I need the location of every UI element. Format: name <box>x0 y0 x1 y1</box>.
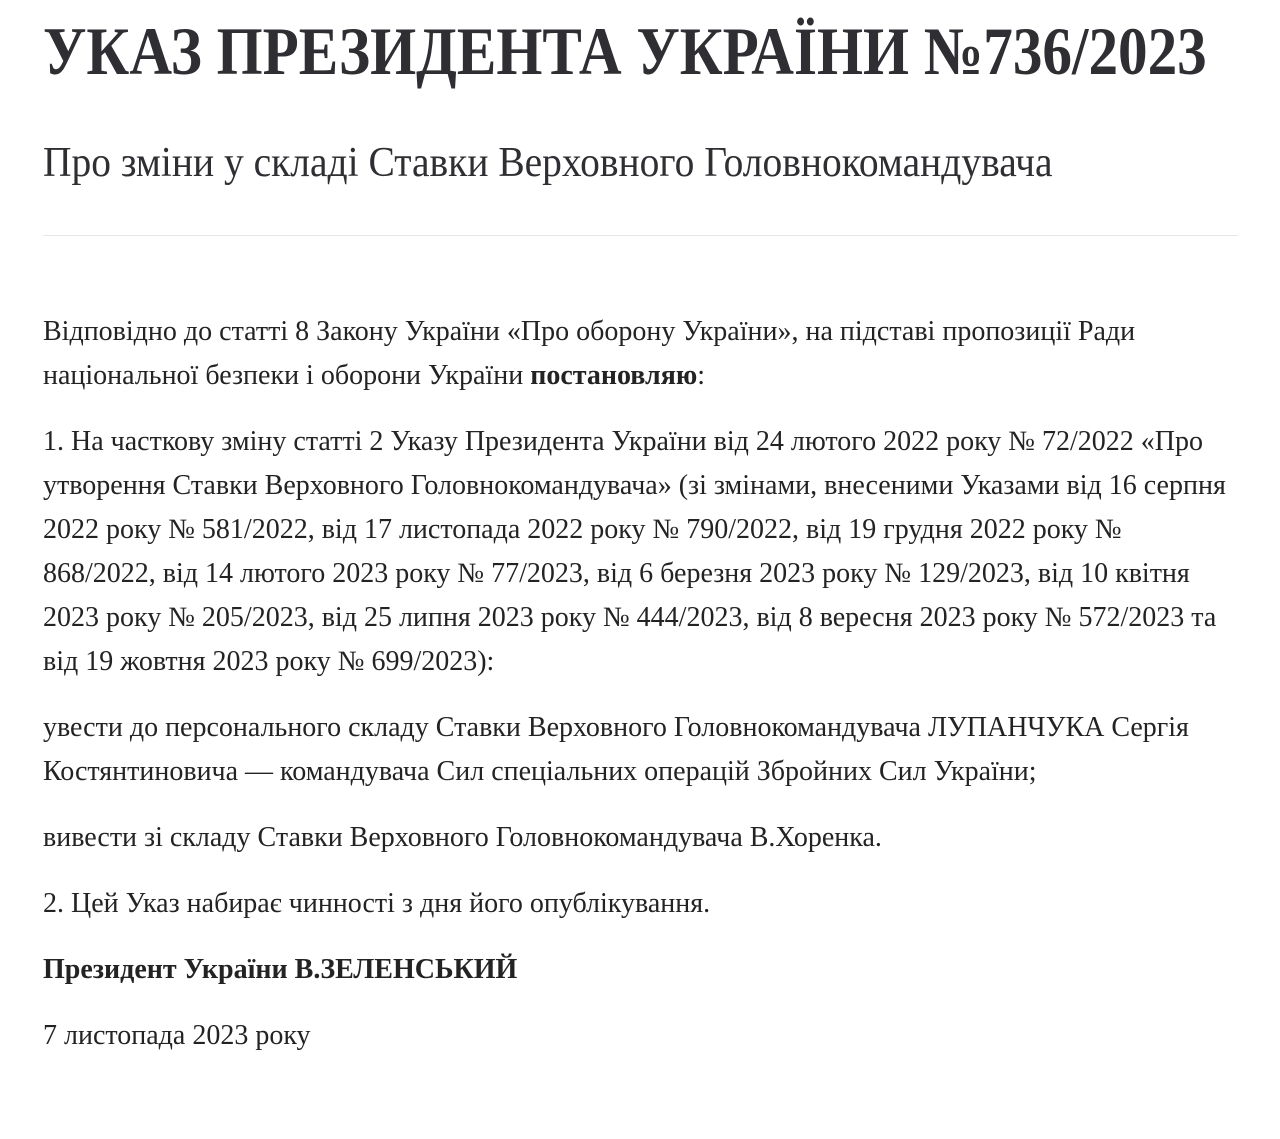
decree-subtitle <box>43 138 1238 188</box>
preamble-paragraph <box>43 310 1238 398</box>
signature-line: Президент України В.ЗЕЛЕНСЬКИЙ <box>43 953 518 985</box>
preamble-text-before: Відповідно до статті 8 Закону України «Про оборону України», на підставі пропозиції Ради національної безпеки і оборони України <box>43 315 1136 391</box>
preamble-bold-word: постановляю <box>530 359 698 391</box>
preamble-text-after: : <box>697 359 706 391</box>
exclusion-clause-paragraph: вивести зі складу Ставки Верховного Головнокомандувача В.Хоренка. <box>43 821 882 853</box>
decree-body <box>43 310 1238 1058</box>
decree-title <box>43 12 1238 90</box>
divider <box>43 235 1238 236</box>
decree-title-text: УКАЗ ПРЕЗИДЕНТА УКРАЇНИ №736/2023 <box>43 13 1207 89</box>
decree-subtitle-text: Про зміни у складі Ставки Верховного Головнокомандувача <box>43 140 1053 187</box>
article-2-paragraph: 2. Цей Указ набирає чинності з дня його опублікування. <box>43 887 711 919</box>
date-line: 7 листопада 2023 року <box>43 1019 311 1051</box>
article-1-paragraph: 1. На часткову зміну статті 2 Указу Президента України від 24 лютого 2022 року № 72/2022 «Про утворення Ставки Верховного Головнокомандувача» (зі змінами, внесеними Указами від 16 серпня 2022 року № 581/2022, від 17 листопада 2022 року № 790/2022, від 19 грудня 2022 року № 868/2022, від 14 лютого 2023 року № 77/2023, від 6 березня 2023 року № 129/2023, від 10 квітня 2023 року № 205/2023, від 25 липня 2023 року № 444/2023, від 8 вересня 2023 року № 572/2023 та від 19 жовтня 2023 року № 699/2023): <box>43 425 1226 677</box>
inclusion-clause-paragraph: увести до персонального складу Ставки Верховного Головнокомандувача ЛУПАНЧУКА Сергія Костянтиновича — командувача Сил спеціальних операцій Збройних Сил України; <box>43 711 1189 787</box>
